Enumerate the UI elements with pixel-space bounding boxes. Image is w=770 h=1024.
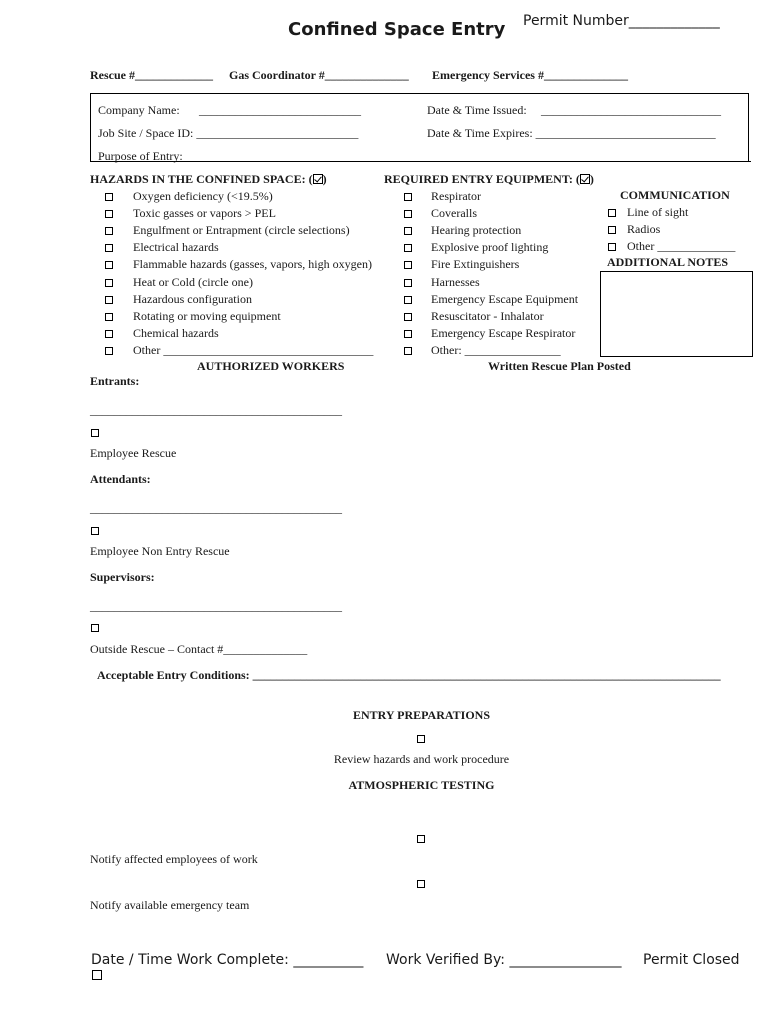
hazard-label: Chemical hazards (133, 325, 219, 340)
company-name-label: Company Name: (98, 103, 180, 117)
communication-checkbox[interactable] (608, 209, 616, 217)
employee-rescue-label: Employee Rescue (90, 446, 177, 460)
equipment-checkbox[interactable] (404, 347, 412, 355)
notify-employees-label: Notify affected employees of work (90, 852, 258, 866)
authorized-workers-heading: AUTHORIZED WORKERS (197, 359, 345, 373)
equipment-label: Fire Extinguishers (431, 257, 520, 272)
permit-closed-label: Permit Closed (643, 952, 740, 968)
entrants-field[interactable]: __________________________________________ (90, 403, 342, 417)
communication-label: Line of sight (627, 205, 689, 219)
communication-label: Radios (627, 222, 661, 236)
equipment-label: Resuscitator - Inhalator (431, 308, 544, 323)
hazard-checkbox[interactable] (105, 347, 113, 355)
equipment-label: Explosive proof lighting (431, 240, 549, 255)
equipment-checkbox[interactable] (404, 244, 412, 252)
checked-box-icon (580, 174, 590, 184)
date-issued-label: Date & Time Issued: (427, 103, 527, 117)
communication-heading: COMMUNICATION (620, 188, 730, 202)
equipment-checkbox[interactable] (404, 330, 412, 338)
hazard-checkbox[interactable] (105, 261, 113, 269)
entrants-label: Entrants: (90, 374, 140, 388)
purpose-field[interactable]: Purpose of Entry: (98, 149, 183, 163)
review-hazards-checkbox[interactable] (417, 735, 425, 743)
equipment-checkbox[interactable] (404, 261, 412, 269)
acceptable-entry-conditions-field[interactable]: Acceptable Entry Conditions: ______________________________________________________________________________ (97, 668, 721, 682)
employee-non-entry-rescue-label: Employee Non Entry Rescue (90, 544, 230, 558)
equipment-heading (384, 172, 594, 187)
hazard-checkbox[interactable] (105, 227, 113, 235)
employee-non-entry-rescue-checkbox[interactable] (91, 527, 99, 535)
info-box-bottom-rule (90, 161, 751, 162)
communication-label: Other _____________ (627, 239, 736, 253)
atmospheric-testing-heading: ATMOSPHERIC TESTING (348, 778, 495, 792)
equipment-label: Coveralls (431, 206, 477, 221)
hazard-label: Oxygen deficiency (<19.5%) (133, 189, 273, 203)
hazard-label: Engulfment or Entrapment (circle selections) (133, 223, 350, 238)
equipment-checkbox[interactable] (404, 210, 412, 218)
attendants-label: Attendants: (90, 472, 151, 486)
equipment-label: Other: ________________ (431, 342, 561, 357)
additional-notes-field[interactable] (600, 271, 753, 357)
entry-preparations-heading: ENTRY PREPARATIONS (352, 708, 491, 722)
written-rescue-plan-label: Written Rescue Plan Posted (488, 359, 631, 373)
notify-emergency-checkbox[interactable] (417, 880, 425, 888)
emergency-services-field[interactable]: Emergency Services #______________ (432, 68, 628, 82)
supervisors-field[interactable]: __________________________________________ (90, 599, 342, 613)
page-title: Confined Space Entry (288, 19, 506, 40)
date-issued-field[interactable]: ______________________________ (541, 103, 721, 117)
equipment-heading-end: ) (589, 172, 594, 186)
equipment-checkbox[interactable] (404, 193, 412, 201)
permit-closed-checkbox[interactable] (92, 970, 102, 980)
notify-employees-checkbox[interactable] (417, 835, 425, 843)
hazard-label: Heat or Cold (circle one) (133, 274, 253, 289)
review-hazards-label: Review hazards and work procedure (333, 752, 510, 766)
attendants-field[interactable]: __________________________________________ (90, 501, 342, 515)
hazards-heading (90, 172, 327, 187)
hazard-label: Electrical hazards (133, 240, 219, 255)
hazards-heading-text: HAZARDS IN THE CONFINED SPACE: ( (90, 172, 313, 186)
hazard-checkbox[interactable] (105, 279, 113, 287)
job-site-field[interactable]: Job Site / Space ID: ___________________________ (98, 126, 359, 140)
hazard-checkbox[interactable] (105, 296, 113, 304)
hazard-checkbox[interactable] (105, 244, 113, 252)
permit-number-field[interactable]: Permit Number_____________ (523, 13, 720, 29)
equipment-checkbox[interactable] (404, 279, 412, 287)
date-time-complete-field[interactable]: Date / Time Work Complete: __________ (91, 952, 364, 968)
equipment-checkbox[interactable] (404, 313, 412, 321)
equipment-label: Hearing protection (431, 223, 522, 238)
communication-checkbox[interactable] (608, 226, 616, 234)
hazard-checkbox[interactable] (105, 330, 113, 338)
equipment-label: Emergency Escape Equipment (431, 291, 579, 306)
hazard-label: Rotating or moving equipment (133, 308, 281, 323)
company-name-field[interactable]: ___________________________ (199, 103, 361, 117)
checked-box-icon (313, 174, 323, 184)
hazards-heading-end: ) (322, 172, 327, 186)
hazard-label: Flammable hazards (gasses, vapors, high oxygen) (133, 257, 372, 272)
equipment-label: Harnesses (431, 274, 480, 289)
equipment-label: Emergency Escape Respirator (431, 325, 576, 340)
hazard-label: Toxic gasses or vapors > PEL (133, 206, 276, 221)
work-verified-field[interactable]: Work Verified By: ________________ (386, 952, 622, 968)
date-expires-field[interactable]: Date & Time Expires: ______________________________ (427, 126, 716, 140)
gas-coordinator-field[interactable]: Gas Coordinator #______________ (229, 68, 409, 82)
equipment-label: Respirator (431, 189, 481, 203)
hazard-checkbox[interactable] (105, 313, 113, 321)
hazard-label: Other ___________________________________ (133, 342, 374, 357)
additional-notes-heading: ADDITIONAL NOTES (607, 255, 729, 269)
rescue-field[interactable]: Rescue #_____________ (90, 68, 213, 82)
communication-checkbox[interactable] (608, 243, 616, 251)
outside-rescue-checkbox[interactable] (91, 624, 99, 632)
hazard-label: Hazardous configuration (133, 291, 252, 306)
hazard-checkbox[interactable] (105, 193, 113, 201)
supervisors-label: Supervisors: (90, 570, 155, 584)
equipment-heading-text: REQUIRED ENTRY EQUIPMENT: ( (384, 172, 580, 186)
equipment-checkbox[interactable] (404, 296, 412, 304)
employee-rescue-checkbox[interactable] (91, 429, 99, 437)
hazard-checkbox[interactable] (105, 210, 113, 218)
outside-rescue-field[interactable]: Outside Rescue – Contact #______________ (90, 642, 308, 656)
equipment-checkbox[interactable] (404, 227, 412, 235)
notify-emergency-label: Notify available emergency team (90, 898, 250, 912)
